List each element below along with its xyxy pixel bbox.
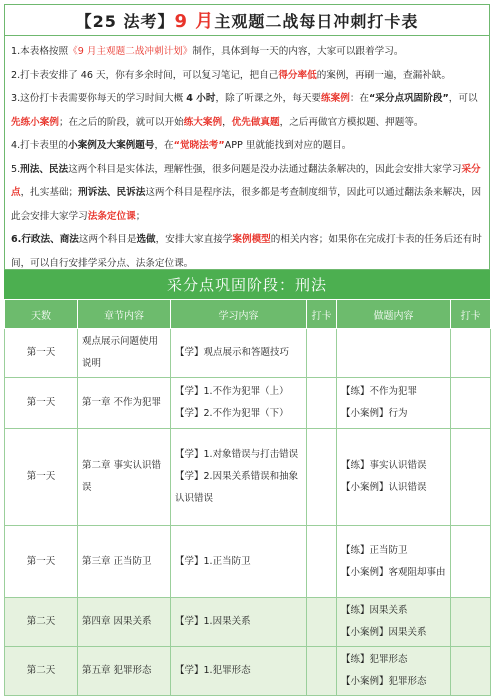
checkin-cell[interactable]	[307, 598, 337, 647]
day-cell: 第二天	[5, 647, 78, 696]
title-month: 9 月	[174, 11, 215, 32]
study-cell: 【学】观点展示和答题技巧	[171, 329, 307, 378]
study-cell: 【学】1.对象错误与打击错误 【学】2.因果关系错误和抽象认识错误	[171, 429, 307, 526]
note-3: 3.这份打卡表需要你每天的学习时间大概 4 小时，除了听课之外，每天要练案例：在“采分点巩固阶段”，可以先练小案例；在之后的阶段，就可以开始练大案例，优先做真题，之后再做官方模拟题、押题等。	[11, 93, 478, 128]
practice-cell: 【练】事实认识错误 【小案例】认识错误	[337, 429, 451, 526]
practice-cell: 【练】因果关系 【小案例】因果关系	[337, 598, 451, 647]
table-row	[5, 378, 491, 429]
header-day: 天数	[5, 300, 78, 329]
checkin-cell[interactable]	[451, 329, 491, 378]
practice-cell: 【练】犯罪形态 【小案例】犯罪形态	[337, 647, 451, 696]
checkin-cell[interactable]	[451, 598, 491, 647]
chapter-cell: 第三章 正当防卫	[78, 526, 171, 598]
title-suffix: 主观题二战每日冲刺打卡表	[214, 11, 419, 31]
title-prefix: 【25 法考】	[75, 11, 175, 31]
header-checkin: 打卡	[307, 300, 337, 329]
practice-cell: 【练】正当防卫 【小案例】客观阻却事由	[337, 526, 451, 598]
note-2: 2.打卡表安排了 46 天，你有多余时间，可以复习笔记，把自己得分率低的案例，再刷一遍，查漏补缺。	[11, 69, 451, 81]
checkin-cell[interactable]	[451, 647, 491, 696]
header-chapter: 章节内容	[78, 300, 171, 329]
table-row	[5, 598, 491, 647]
day-cell: 第一天	[5, 329, 78, 378]
checkin-table	[4, 299, 491, 696]
page	[4, 0, 492, 687]
intro-notes	[4, 36, 490, 270]
day-cell: 第二天	[5, 598, 78, 647]
note-4: 4.打卡表里的小案例及大案例题号，在“觉晓法考”APP 里就能找到对应的题目。	[11, 140, 352, 151]
table-header-row	[5, 300, 491, 329]
table-row	[5, 329, 491, 378]
header-practice: 做题内容	[337, 300, 451, 329]
table-row	[5, 647, 491, 696]
checkin-cell[interactable]	[307, 526, 337, 598]
study-cell: 【学】1.正当防卫	[171, 526, 307, 598]
header-study: 学习内容	[171, 300, 307, 329]
checkin-cell[interactable]	[307, 647, 337, 696]
checkin-cell[interactable]	[451, 526, 491, 598]
checkin-cell[interactable]	[451, 378, 491, 429]
checkin-cell[interactable]	[307, 378, 337, 429]
stage-title: 采分点巩固阶段：刑法	[4, 270, 490, 299]
study-cell: 【学】1.犯罪形态	[171, 647, 307, 696]
note-1: 1.本表格按照《9 月主观题二战冲刺计划》制作，具体到每一天的内容，大家可以跟着学习。	[11, 46, 404, 57]
checkin-cell[interactable]	[307, 329, 337, 378]
chapter-cell: 观点展示问题使用说明	[78, 329, 171, 378]
chapter-cell: 第一章 不作为犯罪	[78, 378, 171, 429]
practice-cell	[337, 329, 451, 378]
page-title	[4, 4, 490, 36]
practice-cell: 【练】不作为犯罪 【小案例】行为	[337, 378, 451, 429]
day-cell: 第一天	[5, 429, 78, 526]
checkin-cell[interactable]	[451, 429, 491, 526]
note-5: 5.刑法、民法这两个科目是实体法，理解性强，很多问题是没办法通过翻法条解决的，因此会安排大家学习采分点，扎实基础；刑诉法、民诉法这两个科目是程序法，很多都是考查制度细节，因此可以通过翻法条来解决，因此会安排大家学习法条定位课；	[11, 163, 482, 222]
table-row	[5, 526, 491, 598]
day-cell: 第一天	[5, 378, 78, 429]
study-cell: 【学】1.因果关系	[171, 598, 307, 647]
study-cell: 【学】1.不作为犯罪（上） 【学】2.不作为犯罪（下）	[171, 378, 307, 429]
header-checkin-2: 打卡	[451, 300, 491, 329]
chapter-cell: 第二章 事实认识错误	[78, 429, 171, 526]
chapter-cell: 第五章 犯罪形态	[78, 647, 171, 696]
checkin-cell[interactable]	[307, 429, 337, 526]
table-row	[5, 429, 491, 526]
day-cell: 第一天	[5, 526, 78, 598]
note-6: 6.行政法、商法这两个科目是选做，安排大家直接学案例模型的相关内容；如果你在完成打卡表的任务后还有时间，可以自行安排学采分点、法条定位课。	[11, 234, 482, 269]
chapter-cell: 第四章 因果关系	[78, 598, 171, 647]
